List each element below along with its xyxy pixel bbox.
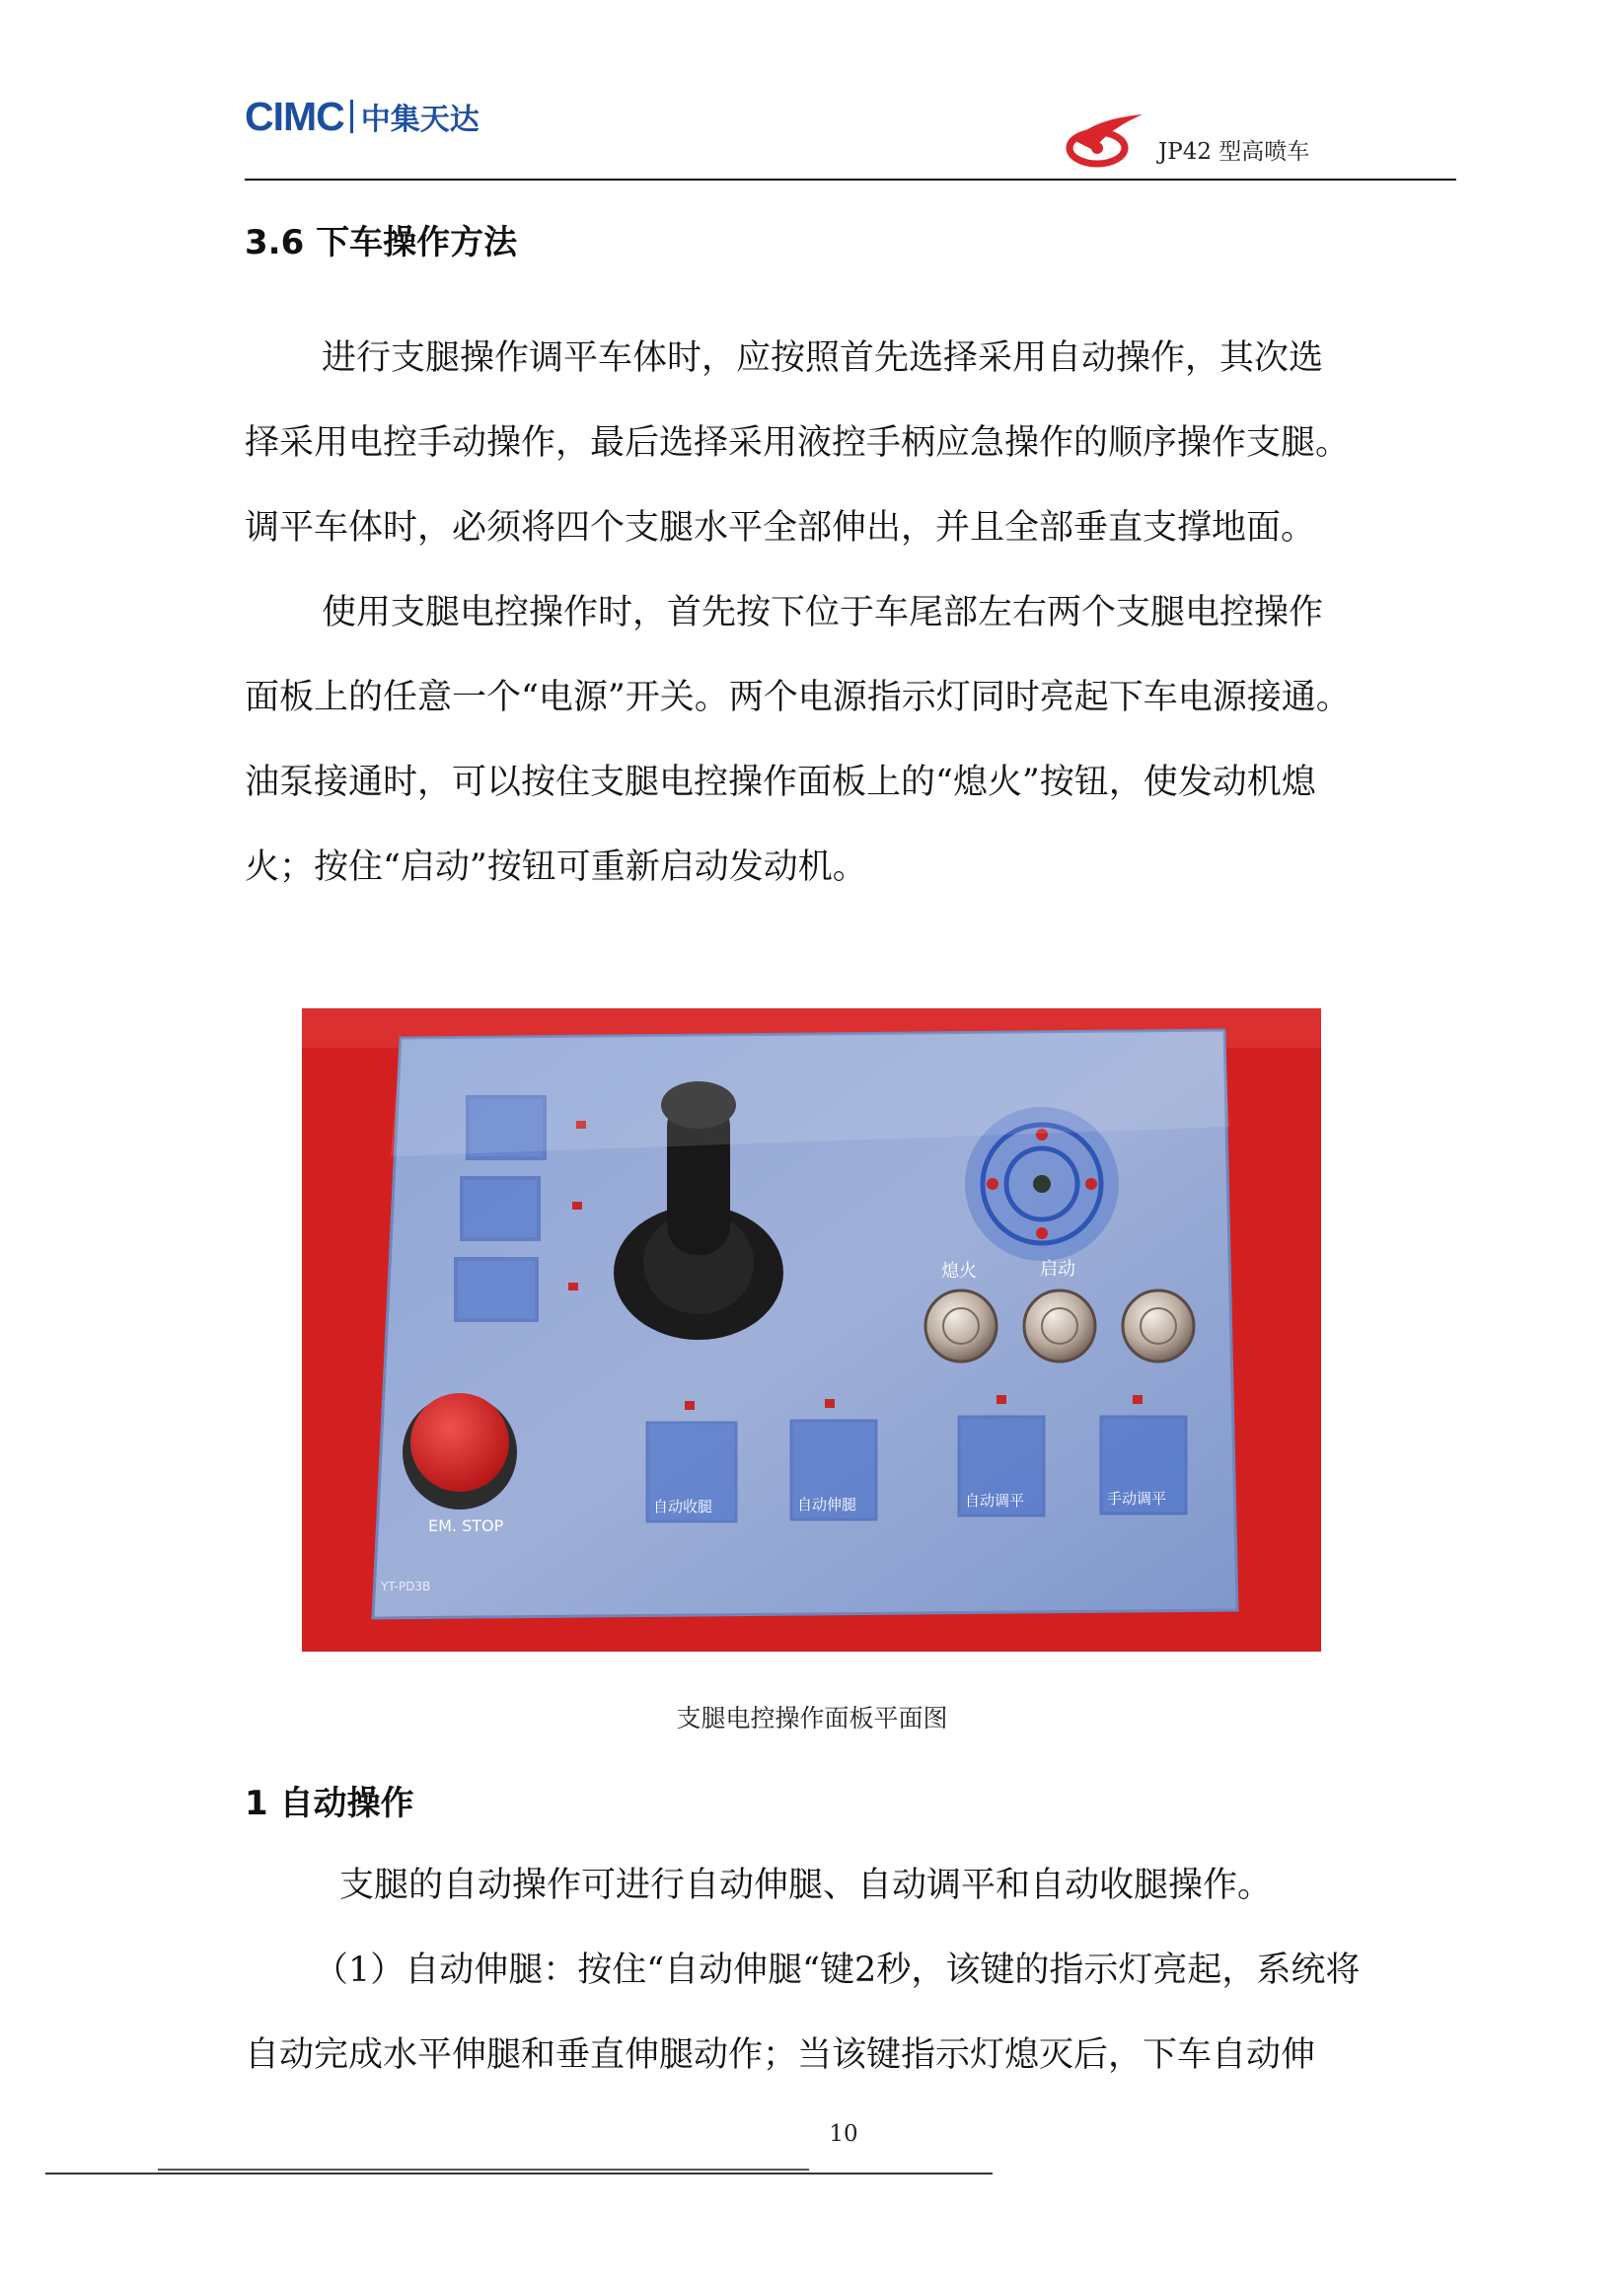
text-line: 使用支腿电控操作时，首先按下位于车尾部左右两个支腿电控操作 [322,593,1324,632]
header-model-name: JP42 型高喷车 [1158,139,1310,165]
manual-level-label: 手动调平 [1107,1490,1167,1508]
subsection-title: 1 自动操作 [245,1784,414,1823]
model-plate-label: YT-PD3B [381,1580,431,1593]
figure-caption: 支腿电控操作面板平面图 [676,1704,948,1732]
text-line: （1）自动伸腿：按住“自动伸腿“键2秒，该键的指示灯亮起，系统将 [314,1951,1361,1990]
header-model-block [1064,111,1309,168]
paragraph-4 [245,1928,1468,2098]
start-label: 启动 [1040,1259,1075,1280]
text-line: 调平车体时，必须将四个支腿水平全部伸出，并且全部垂直支撑地面。 [245,508,1316,548]
paragraph-1 [245,316,1468,570]
brand-cn: 中集天达 [360,103,480,137]
text-line: 择采用电控手动操作，最后选择采用液控手柄应急操作的顺序操作支腿。 [245,423,1351,463]
company-logo [245,95,480,138]
emergency-stop-label: EM. STOP [428,1516,504,1535]
footer-rule-short [158,2169,809,2171]
paragraph-2 [245,570,1468,910]
control-panel-photo [302,1008,1321,1652]
page-number: 10 [829,2121,858,2147]
auto-level-label: 自动调平 [965,1492,1025,1510]
text-line: 支腿的自动操作可进行自动伸腿、自动调平和自动收腿操作。 [339,1866,1273,1905]
text-line: 油泵接通时，可以按住支腿电控操作面板上的“熄火”按钮，使发动机熄 [245,763,1316,802]
control-panel-illustration [302,1008,1321,1652]
logo-divider [350,100,353,133]
footer-rule [45,2173,993,2174]
paragraph-3 [245,1843,1468,1928]
function-buttons [925,1290,1194,1362]
text-line: 火；按住“启动”按钮可重新启动发动机。 [245,848,867,887]
text-line: 进行支腿操作调平车体时，应按照首先选择采用自动操作，其次选 [322,338,1324,378]
text-line: 面板上的任意一个“电源”开关。两个电源指示灯同时亮起下车电源接通。 [245,678,1351,717]
stop-label: 熄火 [941,1261,977,1282]
company-emblem-icon [1064,111,1144,168]
auto-retract-label: 自动伸腿 [797,1496,857,1513]
section-title: 3.6 下车操作方法 [245,223,518,262]
text-line: 自动完成水平伸腿和垂直伸腿动作；当该键指示灯熄灭后，下车自动伸 [245,2035,1316,2075]
auto-extend-label: 自动收腿 [653,1498,713,1515]
header-rule [245,179,1456,181]
brand-en: CIMC [245,93,344,139]
